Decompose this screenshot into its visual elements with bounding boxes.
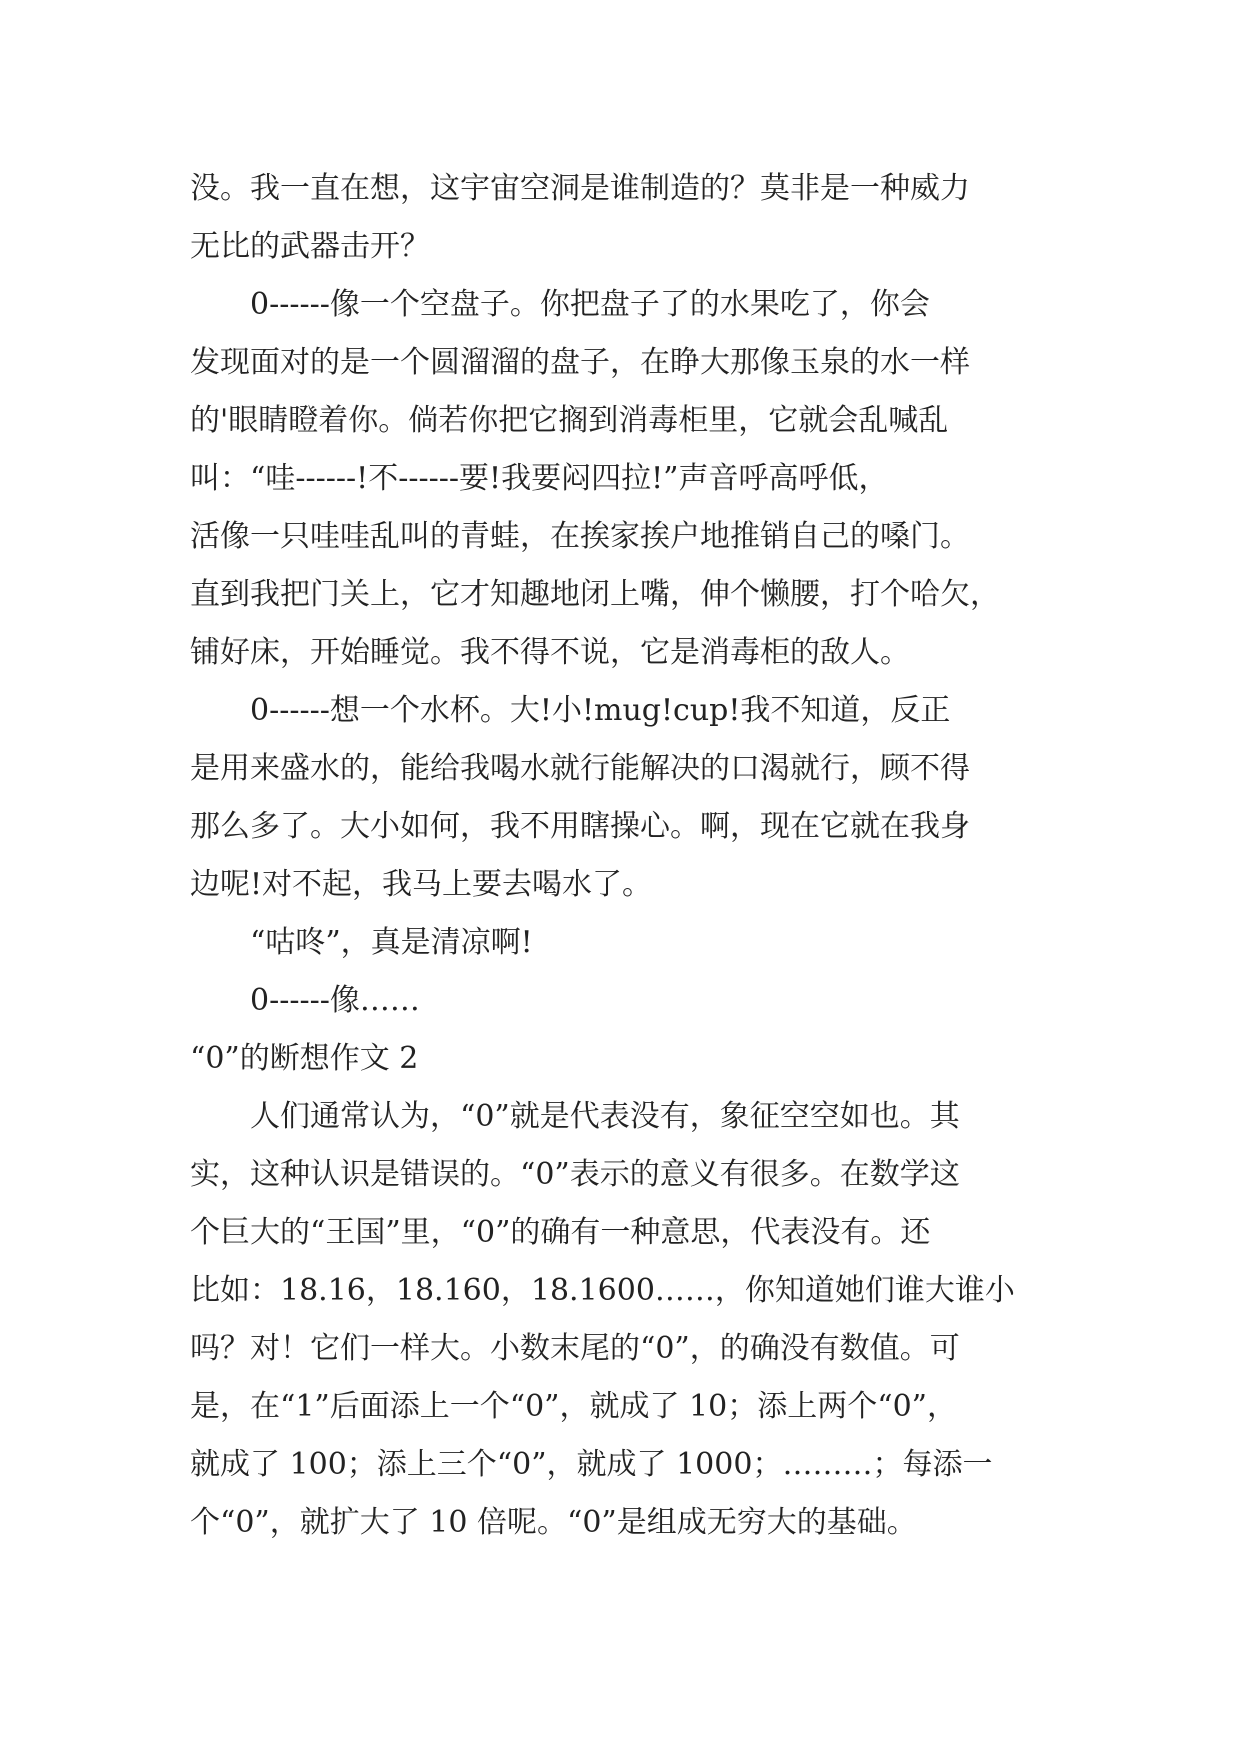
text-line: 那么多了。大小如何，我不用瞎操心。啊，现在它就在我身 xyxy=(190,809,970,844)
text-line: 0------想一个水杯。大!小!mug!cup!我不知道，反正 xyxy=(250,693,951,728)
text-line: 实，这种认识是错误的。“0”表示的意义有很多。在数学这 xyxy=(190,1157,960,1192)
text-line: 比如：18.16，18.160，18.1600……，你知道她们谁大谁小 xyxy=(190,1273,1015,1308)
text-line: 人们通常认为，“0”就是代表没有，象征空空如也。其 xyxy=(250,1099,960,1134)
text-line: 就成了 100；添上三个“0”，就成了 1000；………；每添一 xyxy=(190,1447,993,1482)
paragraph-5 xyxy=(190,972,1050,1030)
paragraph-4 xyxy=(190,914,1050,972)
text-line: 直到我把门关上，它才知趣地闭上嘴，伸个懒腰，打个哈欠， xyxy=(190,577,1000,612)
section-title: “0”的断想作文 2 xyxy=(190,1041,419,1076)
text-line: 的'眼睛瞪着你。倘若你把它搁到消毒柜里，它就会乱喊乱 xyxy=(190,403,949,438)
text-line: 没。我一直在想，这宇宙空洞是谁制造的？莫非是一种威力 xyxy=(190,171,970,206)
paragraph-3 xyxy=(190,682,1050,914)
text-line: 0------像…… xyxy=(250,983,420,1018)
paragraph-2 xyxy=(190,276,1050,682)
text-line: 边呢!对不起，我马上要去喝水了。 xyxy=(190,867,653,902)
paragraph-1 xyxy=(190,160,1050,276)
text-line: 吗？对！它们一样大。小数末尾的“0”，的确没有数值。可 xyxy=(190,1331,960,1366)
text-line: 0------像一个空盘子。你把盘子了的水果吃了，你会 xyxy=(250,287,930,322)
text-line: 个巨大的“王国”里，“0”的确有一种意思，代表没有。还 xyxy=(190,1215,931,1250)
text-line: 活像一只哇哇乱叫的青蛙，在挨家挨户地推销自己的嗓门。 xyxy=(190,519,970,554)
text-line: 铺好床，开始睡觉。我不得不说，它是消毒柜的敌人。 xyxy=(190,635,910,670)
paragraph-6 xyxy=(190,1088,1050,1552)
text-line: 发现面对的是一个圆溜溜的盘子，在睁大那像玉泉的水一样 xyxy=(190,345,970,380)
text-line: 是用来盛水的，能给我喝水就行能解决的口渴就行，顾不得 xyxy=(190,751,970,786)
text-line: 个“0”，就扩大了 10 倍呢。“0”是组成无穷大的基础。 xyxy=(190,1505,917,1540)
text-line: 叫：“哇------!不------要!我要闷四拉!”声音呼高呼低， xyxy=(190,461,889,496)
text-line: “咕咚”，真是清凉啊! xyxy=(250,925,533,960)
document-body xyxy=(190,160,1050,1552)
text-line: 无比的武器击开？ xyxy=(190,229,430,264)
text-line: 是，在“1”后面添上一个“0”，就成了 10；添上两个“0”， xyxy=(190,1389,957,1424)
